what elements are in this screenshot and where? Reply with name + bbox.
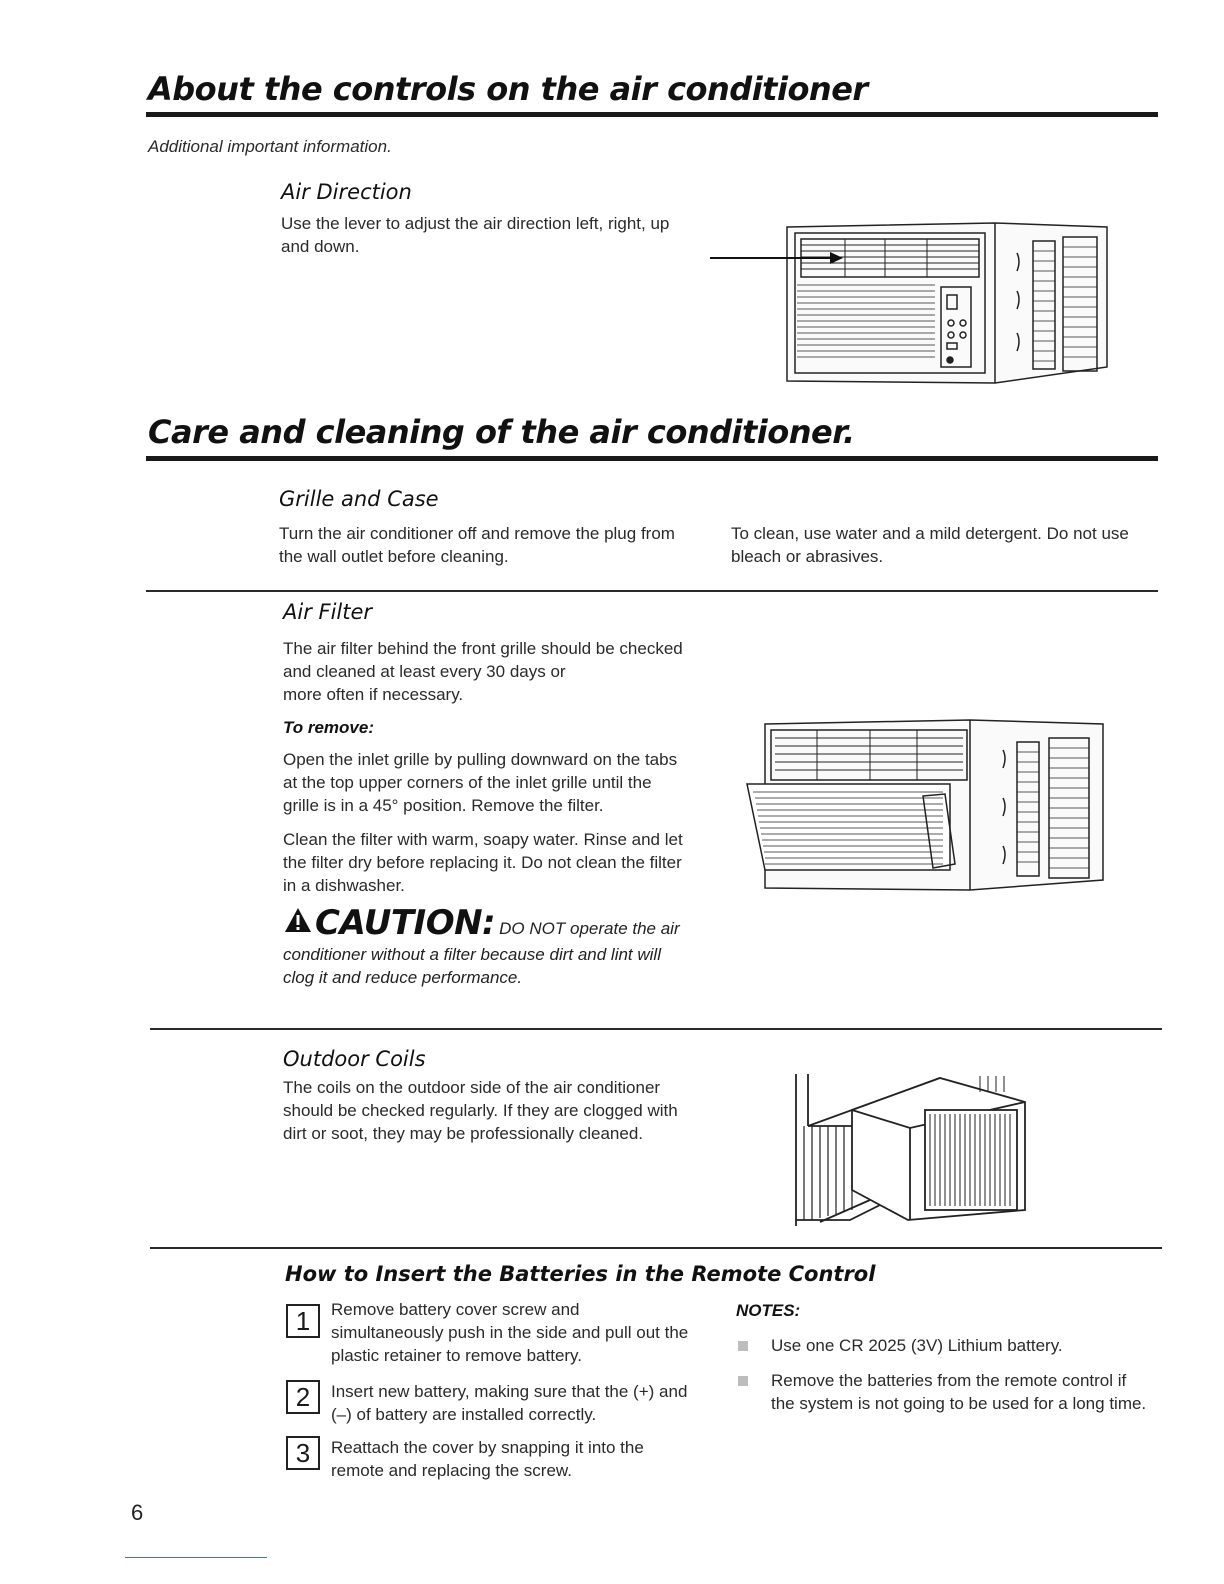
caution-label: CAUTION: (315, 903, 496, 943)
section-title-controls: About the controls on the air conditioner (148, 70, 868, 108)
grille-case-left-text: Turn the air conditioner off and remove the plug from the wall outlet before cleaning. (279, 524, 675, 566)
air-conditioner-illustration (705, 205, 1115, 390)
section-title-care-cleaning: Care and cleaning of the air conditioner. (148, 413, 855, 451)
grille-case-heading: Grille and Case (279, 487, 439, 511)
divider (150, 1247, 1162, 1249)
bullet-icon (738, 1376, 748, 1386)
caution-text-line: clog it and reduce performance. (283, 968, 523, 987)
step-text: Insert new battery, making sure that the (+) and (–) of battery are installed correctly. (331, 1382, 688, 1424)
step-text: Remove battery cover screw and simultaneously push in the side and pull out the plastic retainer to remove battery. (331, 1300, 689, 1365)
title-rule (146, 456, 1158, 461)
batteries-heading: How to Insert the Batteries in the Remote Control (285, 1262, 876, 1286)
notes-label: NOTES: (736, 1301, 801, 1320)
to-remove-label: To remove: (283, 718, 375, 737)
caution-block (283, 903, 723, 989)
clean-filter-text: Clean the filter with warm, soapy water. Rinse and let the filter dry before replacing it. Do not clean the filter in a dishwasher. (283, 830, 683, 895)
air-direction-heading: Air Direction (281, 180, 412, 204)
to-remove-text: Open the inlet grille by pulling downward on the tabs at the top upper corners of the inlet grille until the grille is in a 45° position. Remove the filter. (283, 750, 678, 815)
outdoor-coils-text: The coils on the outdoor side of the air conditioner should be checked regularly. If they are clogged with dirt or soot, they may be professionally cleaned. (283, 1078, 678, 1143)
note-item: Use one CR 2025 (3V) Lithium battery. (771, 1336, 1063, 1355)
page-number: 6 (131, 1500, 144, 1525)
air-direction-text: Use the lever to adjust the air direction left, right, up and down. (281, 214, 670, 256)
outdoor-unit-illustration (790, 1070, 1040, 1230)
step-number: 2 (286, 1380, 320, 1414)
bullet-icon (738, 1341, 748, 1351)
title-rule (146, 112, 1158, 117)
footer-link-line (125, 1557, 267, 1558)
caution-text-line: conditioner without a filter because dirt and lint will (283, 945, 661, 964)
grille-case-right-text: To clean, use water and a mild detergent. Do not use bleach or abrasives. (731, 524, 1129, 566)
divider (150, 1028, 1162, 1030)
outdoor-coils-heading: Outdoor Coils (283, 1047, 426, 1071)
warning-triangle-icon (283, 906, 313, 934)
section-subtitle: Additional important information. (148, 137, 392, 156)
divider (146, 590, 1158, 592)
caution-text-first: DO NOT operate the air (499, 919, 680, 938)
note-item: Remove the batteries from the remote control if the system is not going to be used for a long time. (771, 1371, 1147, 1413)
step-number: 1 (286, 1304, 320, 1338)
air-filter-heading: Air Filter (283, 600, 373, 624)
step-number: 3 (286, 1436, 320, 1470)
air-filter-intro: The air filter behind the front grille should be checked and cleaned at least every 30 days or more often if necessary. (283, 639, 683, 704)
step-text: Reattach the cover by snapping it into the remote and replacing the screw. (331, 1438, 644, 1480)
air-conditioner-open-grille-illustration (745, 710, 1115, 900)
